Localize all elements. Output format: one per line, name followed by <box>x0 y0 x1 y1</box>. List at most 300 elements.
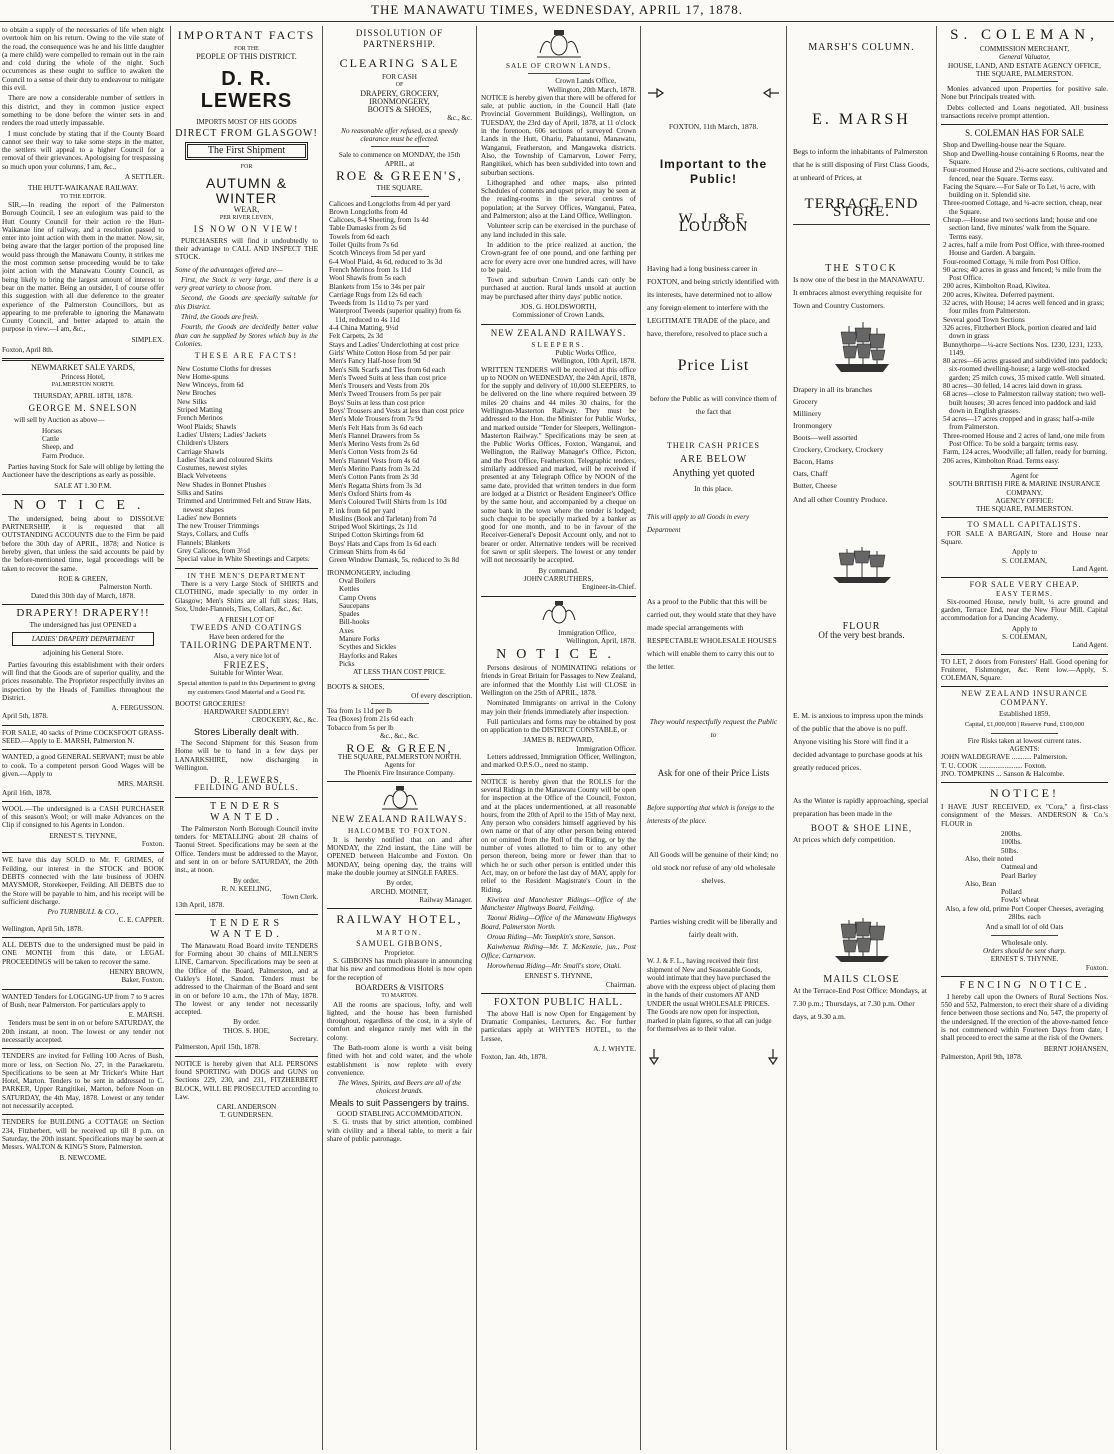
price-line: Tea from 1s 11d per lb <box>327 707 392 716</box>
list-item: Scythes and Sickles <box>339 643 397 652</box>
list-item: Boys' Hats and Caps from 1s 6d each <box>329 539 437 548</box>
list-item: Bacon, Hams <box>793 457 834 467</box>
list-item: Costumes, newest styles <box>177 464 248 473</box>
ad-text: AGENTS: <box>1009 744 1040 753</box>
ad-signature: ERNEST S. THYNNE. <box>990 955 1059 964</box>
ad-text: FOR THE <box>234 46 259 52</box>
list-item: Crockery, Crockery, Crockery <box>793 445 884 455</box>
notice-heading: NOTICE. <box>496 647 621 663</box>
ad-text: At prices which defy competition. <box>793 834 896 844</box>
list-item: 90 acres; 40 acres in grass and fenced; ¾ mile from the Post Office. <box>943 265 1102 283</box>
ad-text: Established 1859. <box>998 710 1051 719</box>
felling-ad: TENDERS are invited for Felling 100 Acres of Bush, more or less, on Section No. 27, in the Paraekaretu. Specifications to be seen at Mr Tricker's White Hart Hotel, Marton. Tenders to be sent in addressed to C. PARKER, Upper Rangitikei, Marton, before Noon on SATURDAY, the 4th May, 1878. Lowest or any tender not necessarily accepted. <box>2 1052 164 1111</box>
list-item: Pollard <box>1001 888 1022 897</box>
list-item: Axes <box>339 626 354 635</box>
ad-text: Monies advanced upon Properties for positive sale. None but Principals treated with. <box>941 85 1108 102</box>
ad-office: Public Works Office, <box>555 348 616 357</box>
list-item: Camp Ovens <box>339 593 377 602</box>
list-item: Stays, Collars, and Cuffs <box>177 530 249 539</box>
divider <box>2 604 164 605</box>
ad-text: NOTICE is hereby given that there will be offered for sale, at public auction, in the Council Hall (late Provincial Government Buildings), Wellington, on TUESDAY, the 23rd day of April, 1878, at 11 o'clock in the forenoon, 606 sections of surveyed Crown Lands in the Hutt, Ohariu, Pahautanui, Manawatu, Wanganui, Featherston, and Mangaweka districts. Also, the Township of Carnarvon, Lower Ferry, Rangitikei, which has been subdivided into town and suburban sections. <box>481 93 636 177</box>
autumn-heading: AUTUMN & WINTER <box>205 174 288 206</box>
cash-prices: THEIR CASH PRICES <box>666 440 760 450</box>
ad-text: Agent for <box>1010 471 1039 480</box>
divider <box>941 686 1108 687</box>
list-item: Tweeds from 1s 11d to 7s per yard <box>329 299 429 308</box>
list-item: 326 acres, Fitzherbert Block, portion cleared and laid down in grass <box>943 323 1097 341</box>
property-list <box>941 141 1108 465</box>
divider <box>371 146 429 147</box>
list-item: New Winceys, from 6d <box>177 381 244 390</box>
ad-text: Of every description. <box>411 691 472 700</box>
list-item: Men's Cotton Vests from 2s 6d <box>329 448 418 457</box>
divider <box>2 749 164 750</box>
ad-text: Also, their noted <box>965 854 1014 863</box>
facts-title: THESE ARE FACTS! <box>194 351 299 361</box>
ad-role: Land Agent. <box>1072 641 1108 650</box>
marsh-column-heading: MARSH'S COLUMN. <box>808 42 915 53</box>
ad-signature: E. MARSH. <box>128 1011 164 1020</box>
riding-line: Kiwitea and Manchester Ridings—Office of the Manchester Highways Board, Feilding. <box>481 895 636 913</box>
facts-heading: IMPORTANT FACTS <box>177 28 316 42</box>
livestock-list <box>2 427 164 460</box>
pointing-hand-icon <box>647 86 665 100</box>
friezes-heading: FRIEZES, <box>223 659 270 670</box>
divider <box>2 725 164 726</box>
list-item: Blankets from 15s to 34s per pair <box>329 282 425 291</box>
pointing-hand-icon <box>766 1048 780 1066</box>
ad-text: Full particulars and forms may be obtained by post on application to the DISTRICT CONSTABLE, or <box>481 717 636 735</box>
list-item: Striped Matting <box>177 406 223 415</box>
ad-text: All Goods will be genuine of their kind; no old stock nor refuse of any old wholesale shelves. <box>648 850 779 886</box>
shipment-box: The First Shipment <box>185 142 308 160</box>
ad-signature: HENRY BROWN, <box>109 967 164 976</box>
divider <box>2 937 164 938</box>
list-item: 206 acres, Kimbolton Road. Terms easy. <box>943 456 1060 465</box>
ad-signature: R. N. KEELING, <box>221 884 272 893</box>
ad-role: Proprietor. <box>384 948 415 957</box>
ad-place: THE SQUARE. <box>376 184 423 193</box>
ad-text: AT LESS THAN COST PRICE. <box>353 668 446 677</box>
railways-heading: NEW ZEALAND RAILWAYS. <box>331 814 468 825</box>
letter-text: SIR,—In reading the report of the Palmerston Borough Council, I see an eulogium was paid to the Hutt County Council for their action re the Hutt-Waikanae line of railway, and a resolution passed to enter into joint action with them in the matter. Now, sir, being aware that the larger portion of the proposed line would pass through the Manawatu County, it strikes me the most common sense proceeding would be to take joint action with the Manawatu County Council, as being likely to bring the largest amount of interest to bear on the matter. Being an outsider, I of course offer this suggestion with all due deference to the greater experience of the Palmerston Councillors, but as appearing to me preferable to ignoring the Manawatu County Council, and better adapted to attain the purpose in view.—I am, &c., <box>2 200 164 334</box>
list-item: Men's Merino Pants from 3s 2d <box>329 465 420 474</box>
list-item: Spades <box>339 610 360 619</box>
column-2 <box>170 26 322 1450</box>
ad-date: Dated this 30th day of March, 1878. <box>30 591 136 600</box>
ad-signature: S. COLEMAN, <box>1002 633 1047 641</box>
list-item: Carriage Rugs from 12s 6d each <box>329 290 422 299</box>
ad-role: Secretary. <box>289 1035 318 1044</box>
divider <box>2 1114 164 1115</box>
ad-text: Also, a very nice lot of <box>213 652 280 661</box>
column-3 <box>322 26 476 1450</box>
ad-text: Volunteer scrip can be exercised in the purchase of any land included in this sale. <box>481 222 636 239</box>
ad-place: THE SQUARE, PALMERSTON. <box>975 69 1074 78</box>
ad-text: Also, a few old, prime Port Cooper Cheeses, averaging 28lbs. each <box>945 904 1104 922</box>
royal-crest-icon <box>380 785 420 811</box>
divider <box>2 989 164 990</box>
ad-office: Immigration Office, <box>558 628 616 637</box>
auctioneer-name: GEORGE M. SNELSON <box>28 403 138 414</box>
ad-text: Having had a long business career in FOXTON, and being strictly identified with its interests, have determined not to allow any foreign element to interfere with the LEGITIMATE TRADE of the place, and have, therefore, resolved to place such a <box>647 263 779 338</box>
list-item: Sheep, and <box>42 443 74 452</box>
flour-list <box>941 830 1108 855</box>
ad-text: All the rooms are spacious, lofty, and well lighted, and the house has been furnished throughout, regardless of the cost, in a style of comfort and elegance rarely met with in the colony. <box>327 1000 472 1042</box>
lewers-name: D. R. LEWERS <box>200 67 293 112</box>
ad-signature: S. COLEMAN, <box>1002 556 1047 565</box>
ad-date: Foxton, Jan. 4th, 1878. <box>481 1053 548 1062</box>
list-item: Drapery in all its branches <box>793 385 873 395</box>
list-item: Men's Flannel Vests from 4s 6d <box>329 456 420 465</box>
letter-text: I must conclude by stating that if the County Board cannot see their way to take some steps in the matter, the settlers will appeal to a higher Council for a removal of their grievances. Apologising for trespassing so much upon your columns, I am, &c., <box>2 129 164 171</box>
divider <box>941 124 1108 125</box>
list-item: Muslins (Book and Tarletan) from 7d <box>329 514 437 523</box>
also-list <box>941 863 1108 880</box>
ad-text: A FRESH LOT OF <box>218 616 275 625</box>
ad-place: PALMERSTON NORTH. <box>51 381 115 388</box>
divider <box>175 797 318 798</box>
list-item: Four-roomed Cottage, ¾ mile from Post Office. <box>943 257 1081 266</box>
department-box: LADIES' DRAPERY DEPARTMENT <box>12 632 154 646</box>
ad-text: PER RIVER LEVEN, <box>219 215 274 222</box>
on-view: IS NOW ON VIEW! <box>193 224 300 235</box>
column-5 <box>640 26 786 1450</box>
list-item: Grey Calicoes, from 3½d <box>177 547 250 556</box>
tenders-heading: TENDERS WANTED. <box>210 800 283 823</box>
list-item: Men's Regatta Shirts from 3s 3d <box>329 481 422 490</box>
ad-text: Town and suburban Crown Lands can only be purchased at auction. Rural lands unsold at auction may be purchased after thirty days' public notice. <box>481 276 636 301</box>
list-item: Ladies' black and coloured Skirts <box>177 455 273 464</box>
divider <box>481 993 636 994</box>
ad-office: Crown Lands Office, <box>555 77 616 86</box>
ad-text: BOOTS & SHOES, <box>367 105 432 115</box>
important-heading: Important to the Public! <box>659 157 768 186</box>
list-item: Farm, 124 acres, Woodville; all fallen, ready for burning. <box>943 448 1108 457</box>
ad-text: Apply to <box>1011 624 1038 633</box>
ad-role: Commissioner of Crown Lands. <box>512 311 605 320</box>
roe-green-heading: ROE & GREEN'S, <box>336 167 463 183</box>
ad-name: SAMUEL GIBBONS, <box>356 939 443 949</box>
divider <box>991 733 1058 734</box>
list-item: Cattle <box>42 435 60 444</box>
ad-subtitle: Princess Hotel, <box>61 372 105 381</box>
list-item: Silks and Satins <box>177 488 223 497</box>
ad-text: By order. <box>233 1018 260 1027</box>
divider <box>481 596 636 597</box>
list-item: 4-4 China Matting, 9½d <box>329 324 399 333</box>
ad-text: Begs to inform the inhabitants of Palmerston that he is still disposing of First Class Goods, at unheard of Prices, at <box>793 146 930 182</box>
hands-row <box>647 86 780 100</box>
ad-text: PEOPLE OF THIS DISTRICT. <box>196 52 297 62</box>
ad-date: Palmerston, April 15th, 1878. <box>175 1043 261 1052</box>
ad-text: Tenders must be sent in on or before SATURDAY, the 20th instant, at noon. The lowest or any tender not necessarily accepted. <box>2 1019 164 1044</box>
price-line: Tobacco from 5s per lb <box>327 723 394 732</box>
list-item: 6-4 Wool Plaid, 4s 6d, reduced to 3s 3d <box>329 257 443 266</box>
list-item: Men's Flannel Drawers from 5s <box>329 431 420 440</box>
logging-ad: WANTED Tenders for LOGGING-UP from 7 to 9 acres of Bush, near Palmerston. For particulars apply to <box>2 992 164 1009</box>
list-item: Waterproof Tweeds (superior quality) from 6s 11d, reduced to 4s 11d <box>329 307 461 324</box>
ad-role: Land Agent. <box>1072 564 1108 573</box>
divider <box>371 679 429 680</box>
ad-text: E. M. is anxious to impress upon the minds of the public that the above is no puff. Anyone visiting his Store will find it a decided advantage to purchase goods at his greatly reduced prices. <box>793 711 923 773</box>
building-ad: TENDERS for BUILDING a COTTAGE on Section 234, Fitzherbert, will be received up till 8 p.m. on Saturday, the 20th instant. Specifications may be seen at Messrs. WALTON & KING'S Store, Palmerston. <box>2 1118 164 1152</box>
ad-text: SOUTH BRITISH FIRE & MARINE INSURANCE COMPANY. <box>948 480 1101 497</box>
list-item: Calicoes, 8-4 Sheeting, from 1s 4d <box>329 216 429 225</box>
divider <box>371 196 429 197</box>
list-item: Bunnythorpe—¼-acre Sections Nos. 1230, 1231, 1233, 1149. <box>943 340 1103 357</box>
column-7 <box>936 26 1112 1450</box>
boarders-line: BOARDERS & VISITORS <box>355 982 444 992</box>
ad-signature: ERNEST S. THYNNE, <box>49 831 117 840</box>
ad-text: Apply to <box>1011 548 1038 557</box>
ad-role: Town Clerk. <box>282 893 318 902</box>
list-item: Table Damasks from 2s 6d <box>329 224 406 233</box>
mens-heading: IN THE MEN'S DEPARTMENT <box>187 571 306 580</box>
marsh-name: E. MARSH <box>812 111 911 129</box>
list-item: Four-roomed House and 2¼-acre sections, cultivated and fenced, near the Square. Terms easy. <box>943 166 1108 183</box>
ad-text: Debts collected and Loans negotiated. All business transactions receive prompt attention. <box>941 103 1108 121</box>
ad-signature: ERNEST S. THYNNE, <box>524 972 593 981</box>
list-item: 200 acres, Kimbolton Road, Kiwitea. <box>943 282 1051 291</box>
stock-end: And all other Country Produce. <box>793 495 888 505</box>
goods-list <box>327 200 472 565</box>
ad-text: TO MARTON. <box>381 993 418 1000</box>
list-item: Calicoes and Longcloths from 4d per yard <box>329 199 451 208</box>
list-item: French Merinos from 1s 11d <box>329 265 411 274</box>
riding-line: Oroua Riding—Mr. Tompkin's store, Sanson. <box>487 933 616 942</box>
hotel-heading: RAILWAY HOTEL, <box>336 912 463 927</box>
anything-quoted: Anything yet quoted <box>672 468 755 480</box>
list-item: New Home-spuns <box>177 372 229 381</box>
column-4 <box>476 26 640 1450</box>
ad-text: Parties favouring this establishment with their orders will find that the Goods are of superior quality, and the prices reasonable. The Proprietor respectfully invites an inspection by the Heads of Families throughout the District. <box>2 660 164 702</box>
letter-dateline: Foxton, April 8th. <box>2 345 54 354</box>
ad-place: THE SQUARE, PALMERSTON. <box>975 505 1074 514</box>
ad-text: OF <box>395 82 404 89</box>
divider <box>2 494 164 495</box>
ad-text: Fire Risks taken at lowest current rates. <box>967 736 1082 745</box>
notice-heading: NOTICE. <box>13 497 153 513</box>
ad-text: FOR SALE A BARGAIN, Store and House near Square. <box>941 529 1108 547</box>
ad-text: The Palmerston North Borough Council invite tenders for METALLING about 28 chains of Taonui Street. Specifications may be seen at the Office. Tenders must be addressed to the Mayor, and sent in on or before SATURDAY, the 20th inst., at noon. <box>175 824 318 875</box>
list-item: Shop and Dwelling-house containing 6 Rooms, near the Square. <box>943 149 1104 166</box>
hall-heading: FOXTON PUBLIC HALL. <box>493 996 624 1008</box>
list-item: Wool Plaids; Shawls <box>177 422 237 431</box>
ad-text: And a small lot of old Oats <box>985 923 1064 932</box>
ad-text: The Phoenix Fire Insurance Company. <box>344 769 455 778</box>
ad-text: By order. <box>233 876 260 885</box>
ad-text: EASY TERMS. <box>996 589 1053 598</box>
list-item: New Broches <box>177 389 216 398</box>
list-item: Saucepans <box>339 601 370 610</box>
very-cheap-heading: FOR SALE VERY CHEAP. <box>969 580 1080 590</box>
ad-place: Foxton. <box>1085 963 1108 972</box>
list-item: Cheap.—House and two sections land; house and one section land, five minutes' walk from the Square. Terms easy. <box>943 216 1098 241</box>
ad-text: Capital, £1,000,000 | Reserve Fund, £100,000 <box>964 721 1085 729</box>
list-item: Kettles <box>339 585 360 594</box>
divider <box>2 801 164 802</box>
divider <box>991 468 1058 469</box>
agent-line: JNO. TOMPKINS ... Sanson & Halcombe. <box>941 769 1065 778</box>
list-item: Men's Cotton Pants from 2s 3d <box>329 473 418 482</box>
ad-signature: ARCHD. MOINET, <box>370 887 429 896</box>
list-item: Boots—well assorted <box>793 433 858 443</box>
list-item: 50lbs. <box>1001 846 1019 855</box>
lewers-sign: D. R. LEWERS, <box>210 775 283 786</box>
ad-text: Second, the Goods are specially suitable for this District. <box>175 294 318 311</box>
stock-list <box>793 384 930 492</box>
ad-text: Before supporting that which is foreign to the interests of the place. <box>647 804 775 826</box>
ad-signature: BERNT JOHANSEN, <box>1043 1044 1108 1053</box>
divider <box>941 782 1108 783</box>
list-item: Men's Coloured Twill Shirts from 1s 10d <box>329 498 447 507</box>
meals-line: Meals to suit Passengers by trains. <box>329 1097 470 1108</box>
dissolution-heading: DISSOLUTION OF PARTNERSHIP. <box>355 28 444 49</box>
ad-text: The undersigned has just OPENED a <box>29 620 137 629</box>
ad-text: Sale to commence on MONDAY, the 15th APRIL, at <box>338 151 461 168</box>
dogs-notice: NOTICE is hereby given that ALL PERSONS found SPORTING with DOGS and GUNS on Sections 229, 230, and 231, FITZHERBERT BLOCK, WILL BE PROSECUTED according to Law. <box>175 1059 318 1101</box>
ad-text: Have been ordered for the <box>208 632 285 641</box>
list-item: P. ink from 6d per yard <box>329 506 396 515</box>
ad-place: Foxton. <box>141 840 164 849</box>
notice-heading: NOTICE! <box>990 786 1059 801</box>
divider <box>2 358 164 361</box>
ad-text: Lithographed and other maps, also printed Schedules of contents and upset price, may be seen at the reading-rooms in the several centres of population; at the Survey Offices, Wanganui, Patea, and Palmerston; also at the Land Office, Wellington. <box>481 178 636 221</box>
royal-crest-icon <box>539 600 579 626</box>
divider <box>2 1048 164 1049</box>
ad-text: Six-roomed House, newly built, ¼ acre ground and garden, Terrace End, near the New Flour Mill. Capital accommodation for a Dancing Academy. <box>941 597 1108 623</box>
ad-title: NEWMARKET SALE YARDS, <box>31 363 135 373</box>
divider <box>481 324 636 325</box>
ad-signature: JOS. G. HOLDSWORTH, <box>520 303 597 312</box>
loudon-name: W. J. & F. LOUDON <box>678 211 749 236</box>
list-item: Ironmongery <box>793 421 833 431</box>
list-item: Grocery <box>793 397 818 407</box>
ad-date: Wellington, April, 1878. <box>566 636 636 645</box>
ad-date: THURSDAY, APRIL 18TH, 1878. <box>33 392 133 401</box>
ad-place: Palmerston North. <box>99 583 152 592</box>
letter-signature: SIMPLEX. <box>131 335 164 344</box>
list-item: Green Window Damask, 5s, reduced to 3s 8d <box>329 556 459 565</box>
boot-line-heading: BOOT & SHOE LINE, <box>810 823 913 834</box>
list-item: Men's Silk Scarfs and Ties from 6d each <box>329 365 446 374</box>
list-item: Men's Mole Trousers from 7s 9d <box>329 415 423 424</box>
letter-addressee: TO THE EDITOR. <box>60 193 106 200</box>
ad-text: General Valuator, <box>998 53 1051 62</box>
list-item: 100lbs. <box>1001 838 1022 847</box>
divider <box>941 654 1108 655</box>
ad-signature: Pro TURNBULL & CO., <box>47 908 119 917</box>
goods-list <box>175 365 318 564</box>
ad-text: Wholesale only. <box>1001 938 1048 947</box>
ad-place: Baker, Foxton. <box>121 976 164 985</box>
ad-text: The Bath-room alone is worth a visit being fitted with hot and cold water, and the whole establishment is now replete with every convenience. <box>327 1043 472 1077</box>
ad-text: DIRECT FROM GLASGOW! <box>175 127 318 139</box>
list-item: Stays and Ladies' Underclothing at cost price <box>329 340 459 349</box>
divider <box>991 81 1058 82</box>
ironmongery-list <box>327 577 472 668</box>
ad-text: Persons desirous of NOMINATING relations or friends in Great Britain for Passages to New Zealand, are informed that the Monthly List will CLOSE in Wellington on the 25th of APRIL, 1878. <box>481 664 636 697</box>
ad-signature: ROE & GREEN, <box>58 574 108 583</box>
list-item: Striped Wool Skirtings, 2s 11d <box>329 523 417 532</box>
roe-green-sign: ROE & GREEN, <box>346 741 453 756</box>
wool-ad: WOOL.—The undersigned is a CASH PURCHASER of this season's Wool; or will make Advances on the Clip if consigned to his Agents in London. <box>2 804 164 830</box>
list-item: New Costume Cloths for dresses <box>177 364 272 373</box>
agent-line: T. U. COOK ........................ Foxton. <box>941 761 1047 770</box>
list-item: Men's Fancy Half-hose from 9d <box>329 357 421 366</box>
ad-text: The Second Shipment for this Season from Home will be to hand in a few days per LANARKSHIRE, now discharging in Wellington. <box>175 739 318 772</box>
list-item: Farm Produce. <box>42 451 85 460</box>
divider <box>941 976 1108 977</box>
list-item: Men's Felt Hats from 3s 6d each <box>329 423 423 432</box>
ad-text: By command. <box>538 566 579 575</box>
list-item: Shop and Dwelling-house near the Square. <box>943 141 1066 150</box>
list-item: 32 acres, with House; 14 acres well fenced and in grass; four miles from Palmerston. <box>943 299 1105 316</box>
flour-heading: FLOUR <box>842 620 881 632</box>
list-item: Bill-hooks <box>339 618 370 627</box>
list-item: Children's Ulsters <box>177 439 229 448</box>
coleman-sale-heading: S. COLEMAN HAS FOR SALE <box>965 128 1084 139</box>
list-item: Pearl Barley <box>1001 871 1037 880</box>
list-item: Oval Boilers <box>339 576 376 585</box>
ad-time: SALE AT 1.30 P.M. <box>54 481 112 490</box>
list-item: Carriage Shawls <box>177 447 225 456</box>
tenders-heading: TENDERS WANTED. <box>210 917 283 940</box>
ad-text: Suitable for Winter Wear. <box>209 668 284 677</box>
ad-text: No reasonable offer refused, as a speedy clearance must be effected. <box>341 126 458 144</box>
ad-text: &c., &c., &c. <box>380 731 419 740</box>
ad-date: Wellington, 20th March, 1878. <box>547 85 636 94</box>
ad-text: adjoining his General Store. <box>42 649 124 658</box>
list-item: Girls' White Cotton Hose from 5d per pair <box>329 348 451 357</box>
to-let-ad: TO LET, 2 doors from Foresters' Hall. Good opening for Fruiterer, Fishmonger, &c. Rent low.—Apply, S. COLEMAN, Square. <box>941 657 1108 683</box>
royal-crest-icon <box>535 29 583 59</box>
ad-signature: MRS. MARSH. <box>117 780 164 789</box>
list-item: Towels from 6d each <box>329 232 390 241</box>
list-item: Trimmed and Untrimmed Felt and Straw Hats, newest shapes <box>177 497 312 514</box>
riding-line: Kaiwhenua Riding—Mr. T. McKenzie, jun., Post Office, Carnarvon. <box>481 943 636 960</box>
ad-text: As a proof to the Public that this will be carried out, they would state that they have made special arrangements with RESPECTABLE WHOLESALE HOUSES which will enable them to carry this out to the letter. <box>647 597 777 672</box>
list-item: Oatmeal and <box>1001 863 1038 872</box>
ad-signature: THOS. S. HOE, <box>223 1026 270 1035</box>
list-item: Crimean Shirts from 4s 6d <box>329 548 406 557</box>
forsale-ad: FOR SALE, 40 sacks of Prime COCKSFOOT GRASS-SEED.—Apply to E. MARSH, Palmerston N. <box>2 728 164 746</box>
list-item: Millinery <box>793 409 822 419</box>
ad-date: April 16th, 1878. <box>2 788 52 797</box>
ad-text: As the Winter is rapidly approaching, special preparation has been made in the <box>793 796 929 819</box>
ad-text: There is a very Large Stock of SHIRTS and CLOTHING, made specially to my order in Glasgow; Men's Shirts are all full sizes; Hats, Sox, Under-Flannels, Ties, Collars, &c., &c. <box>175 579 318 613</box>
ad-text: At the Terrace-End Post Office: Mondays, at 7.30 p.m.; Thursdays, at 7.30 p.m. Other days, at 9.30 a.m. <box>793 985 927 1021</box>
ad-text: Is now one of the best in the MANAWATU. It embraces almost everything requisite for Town and Country Customers. <box>793 275 925 311</box>
ad-date: April 5th, 1878. <box>2 712 48 721</box>
loudon-date: FOXTON, 11th March, 1878. <box>668 122 759 131</box>
letter-text: to obtain a supply of the necessaries of life when night overtook him on his return. Owing to the vile state of the road, the consequence was he and his little daughter (a mere child) were compelled to remain out in the rain and cold during the whole of the night. Such occurrences as these ought to suffice to awaken the Council to a sense of their duty to endeavour to mitigate this evil. <box>2 26 164 93</box>
pointing-hand-icon <box>762 86 780 100</box>
clearing-heading: CLEARING SALE <box>339 56 460 70</box>
list-item: Ladies' Ulsters; Ladies' Jackets <box>177 430 267 439</box>
crockery-line: CROCKERY, &c., &c. <box>251 716 318 725</box>
ad-role: Railway Manager. <box>419 895 472 904</box>
masthead: THE MANAWATU TIMES, WEDNESDAY, APRIL 17, 1878. <box>0 0 1114 22</box>
column-6 <box>786 26 936 1450</box>
sailing-ship-icon <box>827 545 897 587</box>
sailing-ship-icon <box>827 320 897 376</box>
fencing-heading: FENCING NOTICE. <box>959 979 1090 991</box>
sailing-ship-icon <box>827 916 897 966</box>
sleepers-railways-heading: NEW ZEALAND RAILWAYS. <box>490 327 627 338</box>
debts-ad: ALL DEBTS due to the undersigned must be paid in ONE MONTH from this date, or LEGAL PROCEEDINGS will be taken to recover the same. <box>2 941 164 966</box>
